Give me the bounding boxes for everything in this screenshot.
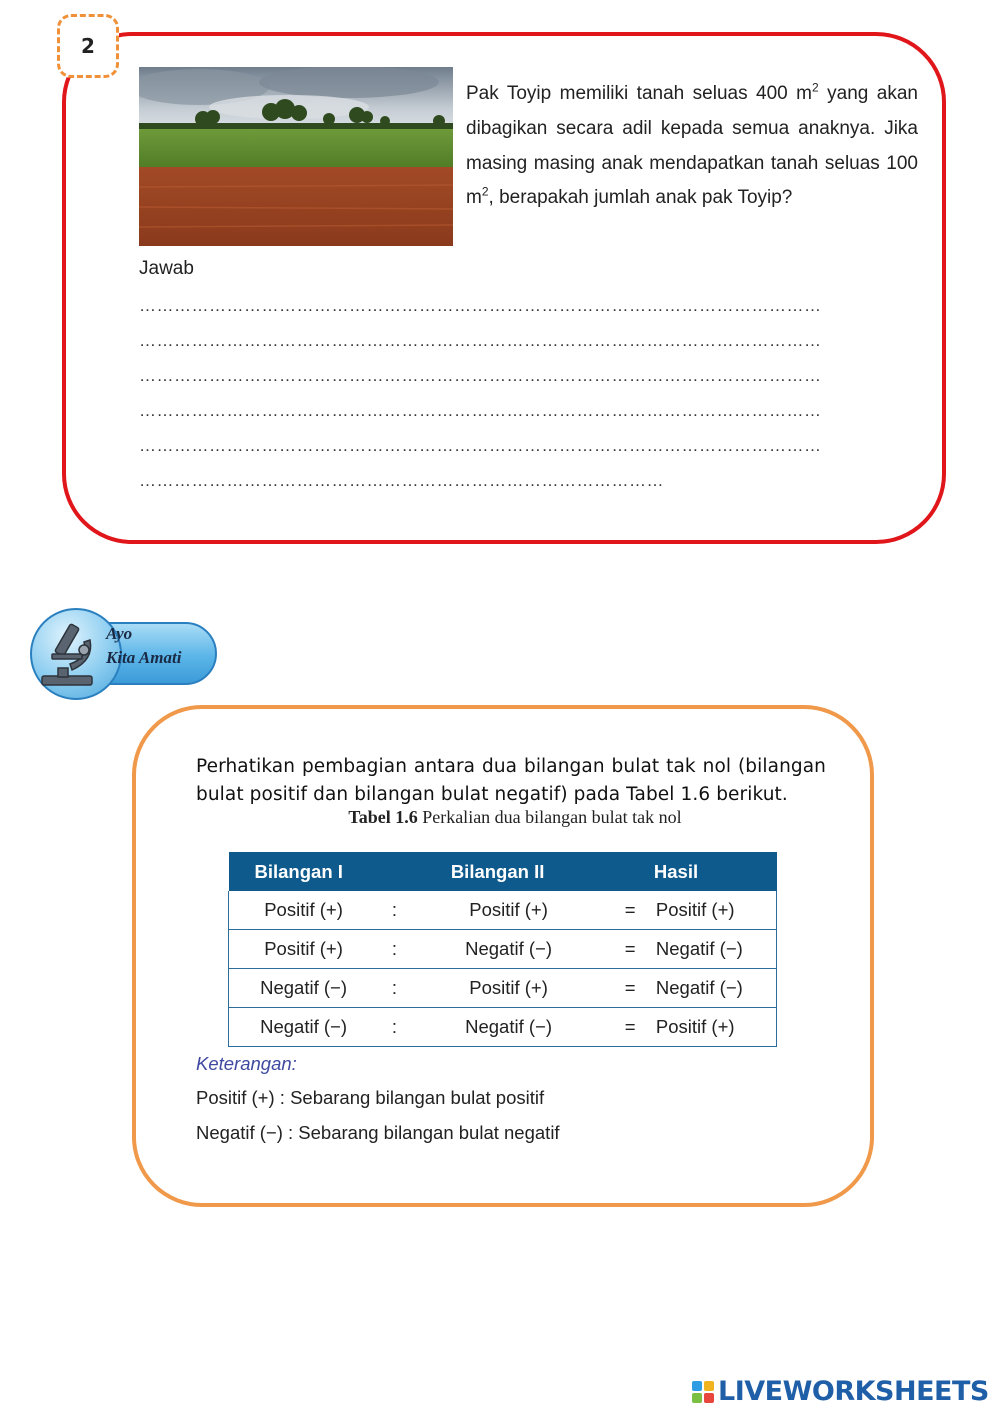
- legend-negative: Negatif (−) : Sebarang bilangan bulat negatif: [196, 1122, 560, 1143]
- table-row: [229, 930, 777, 969]
- cell-bilangan-1: Negatif (−): [229, 969, 379, 1008]
- answer-line-3[interactable]: ………………………………………………………………………………………………………: [139, 366, 822, 385]
- answer-line-2[interactable]: ………………………………………………………………………………………………………: [139, 331, 822, 350]
- table-header-row: [229, 852, 777, 891]
- legend-title: Keterangan:: [196, 1053, 297, 1074]
- answer-line-6[interactable]: ………………………………………………………………………………: [139, 471, 664, 490]
- cell-divide: :: [378, 1008, 411, 1047]
- table-row: [229, 891, 777, 930]
- cell-divide: :: [378, 891, 411, 930]
- table-row: [229, 1008, 777, 1047]
- superscript-2: 2: [812, 80, 819, 95]
- superscript-2: 2: [481, 185, 489, 200]
- caption-text: Perkalian dua bilangan bulat tak nol: [417, 807, 682, 827]
- cell-bilangan-2: Negatif (−): [411, 930, 607, 969]
- answer-line-5[interactable]: ………………………………………………………………………………………………………: [139, 436, 822, 455]
- header-hasil: Hasil: [654, 852, 777, 891]
- answer-label: Jawab: [139, 258, 194, 279]
- cell-equals: =: [606, 930, 654, 969]
- observation-intro: Perhatikan pembagian antara dua bilangan bulat tak nol (bilangan bulat positif dan bilangan bulat negatif) pada Tabel 1.6 berikut.: [196, 756, 826, 805]
- question-number: 2: [57, 14, 119, 78]
- division-sign-table: [228, 852, 777, 1047]
- answer-line-4[interactable]: ………………………………………………………………………………………………………: [139, 401, 822, 420]
- cell-hasil: Positif (+): [654, 1008, 777, 1047]
- land-photo: [139, 67, 453, 246]
- cell-hasil: Negatif (−): [654, 969, 777, 1008]
- question-text-part-2: yang akan dibagikan secara adil kepada semua anaknya. Jika masing masing anak mendapatkan tanah seluas 100 m: [466, 83, 918, 209]
- table-caption: [200, 807, 830, 828]
- logo-grid-icon: [692, 1381, 714, 1403]
- header-bilangan-2: Bilangan II: [411, 852, 654, 891]
- cell-equals: =: [606, 1008, 654, 1047]
- cell-hasil: Positif (+): [654, 891, 777, 930]
- answer-line-1[interactable]: ………………………………………………………………………………………………………: [139, 296, 822, 315]
- cell-bilangan-1: Positif (+): [229, 930, 379, 969]
- question-text: [466, 77, 918, 216]
- table-row: [229, 969, 777, 1008]
- cell-bilangan-2: Positif (+): [411, 969, 607, 1008]
- question-text-part-1: Pak Toyip memiliki tanah seluas 400 m: [466, 83, 813, 104]
- cell-hasil: Negatif (−): [654, 930, 777, 969]
- cell-bilangan-2: Positif (+): [411, 891, 607, 930]
- badge-text: [106, 622, 181, 670]
- caption-label: Tabel 1.6: [348, 807, 418, 827]
- question-text-part-3: , berapakah jumlah anak pak Toyip?: [488, 187, 793, 209]
- cell-bilangan-2: Negatif (−): [411, 1008, 607, 1047]
- cell-bilangan-1: Negatif (−): [229, 1008, 379, 1047]
- cell-divide: :: [378, 930, 411, 969]
- header-bilangan-1: Bilangan I: [229, 852, 411, 891]
- badge-line-1: Ayo: [106, 624, 133, 643]
- liveworksheets-logo[interactable]: [692, 1376, 989, 1407]
- cell-equals: =: [606, 891, 654, 930]
- cell-bilangan-1: Positif (+): [229, 891, 379, 930]
- legend-positive: Positif (+) : Sebarang bilangan bulat positif: [196, 1087, 545, 1108]
- land-photo-image: [139, 67, 453, 246]
- cell-divide: :: [378, 969, 411, 1008]
- badge-line-2: Kita Amati: [106, 648, 182, 667]
- logo-text: LIVEWORKSHEETS: [718, 1376, 989, 1407]
- cell-equals: =: [606, 969, 654, 1008]
